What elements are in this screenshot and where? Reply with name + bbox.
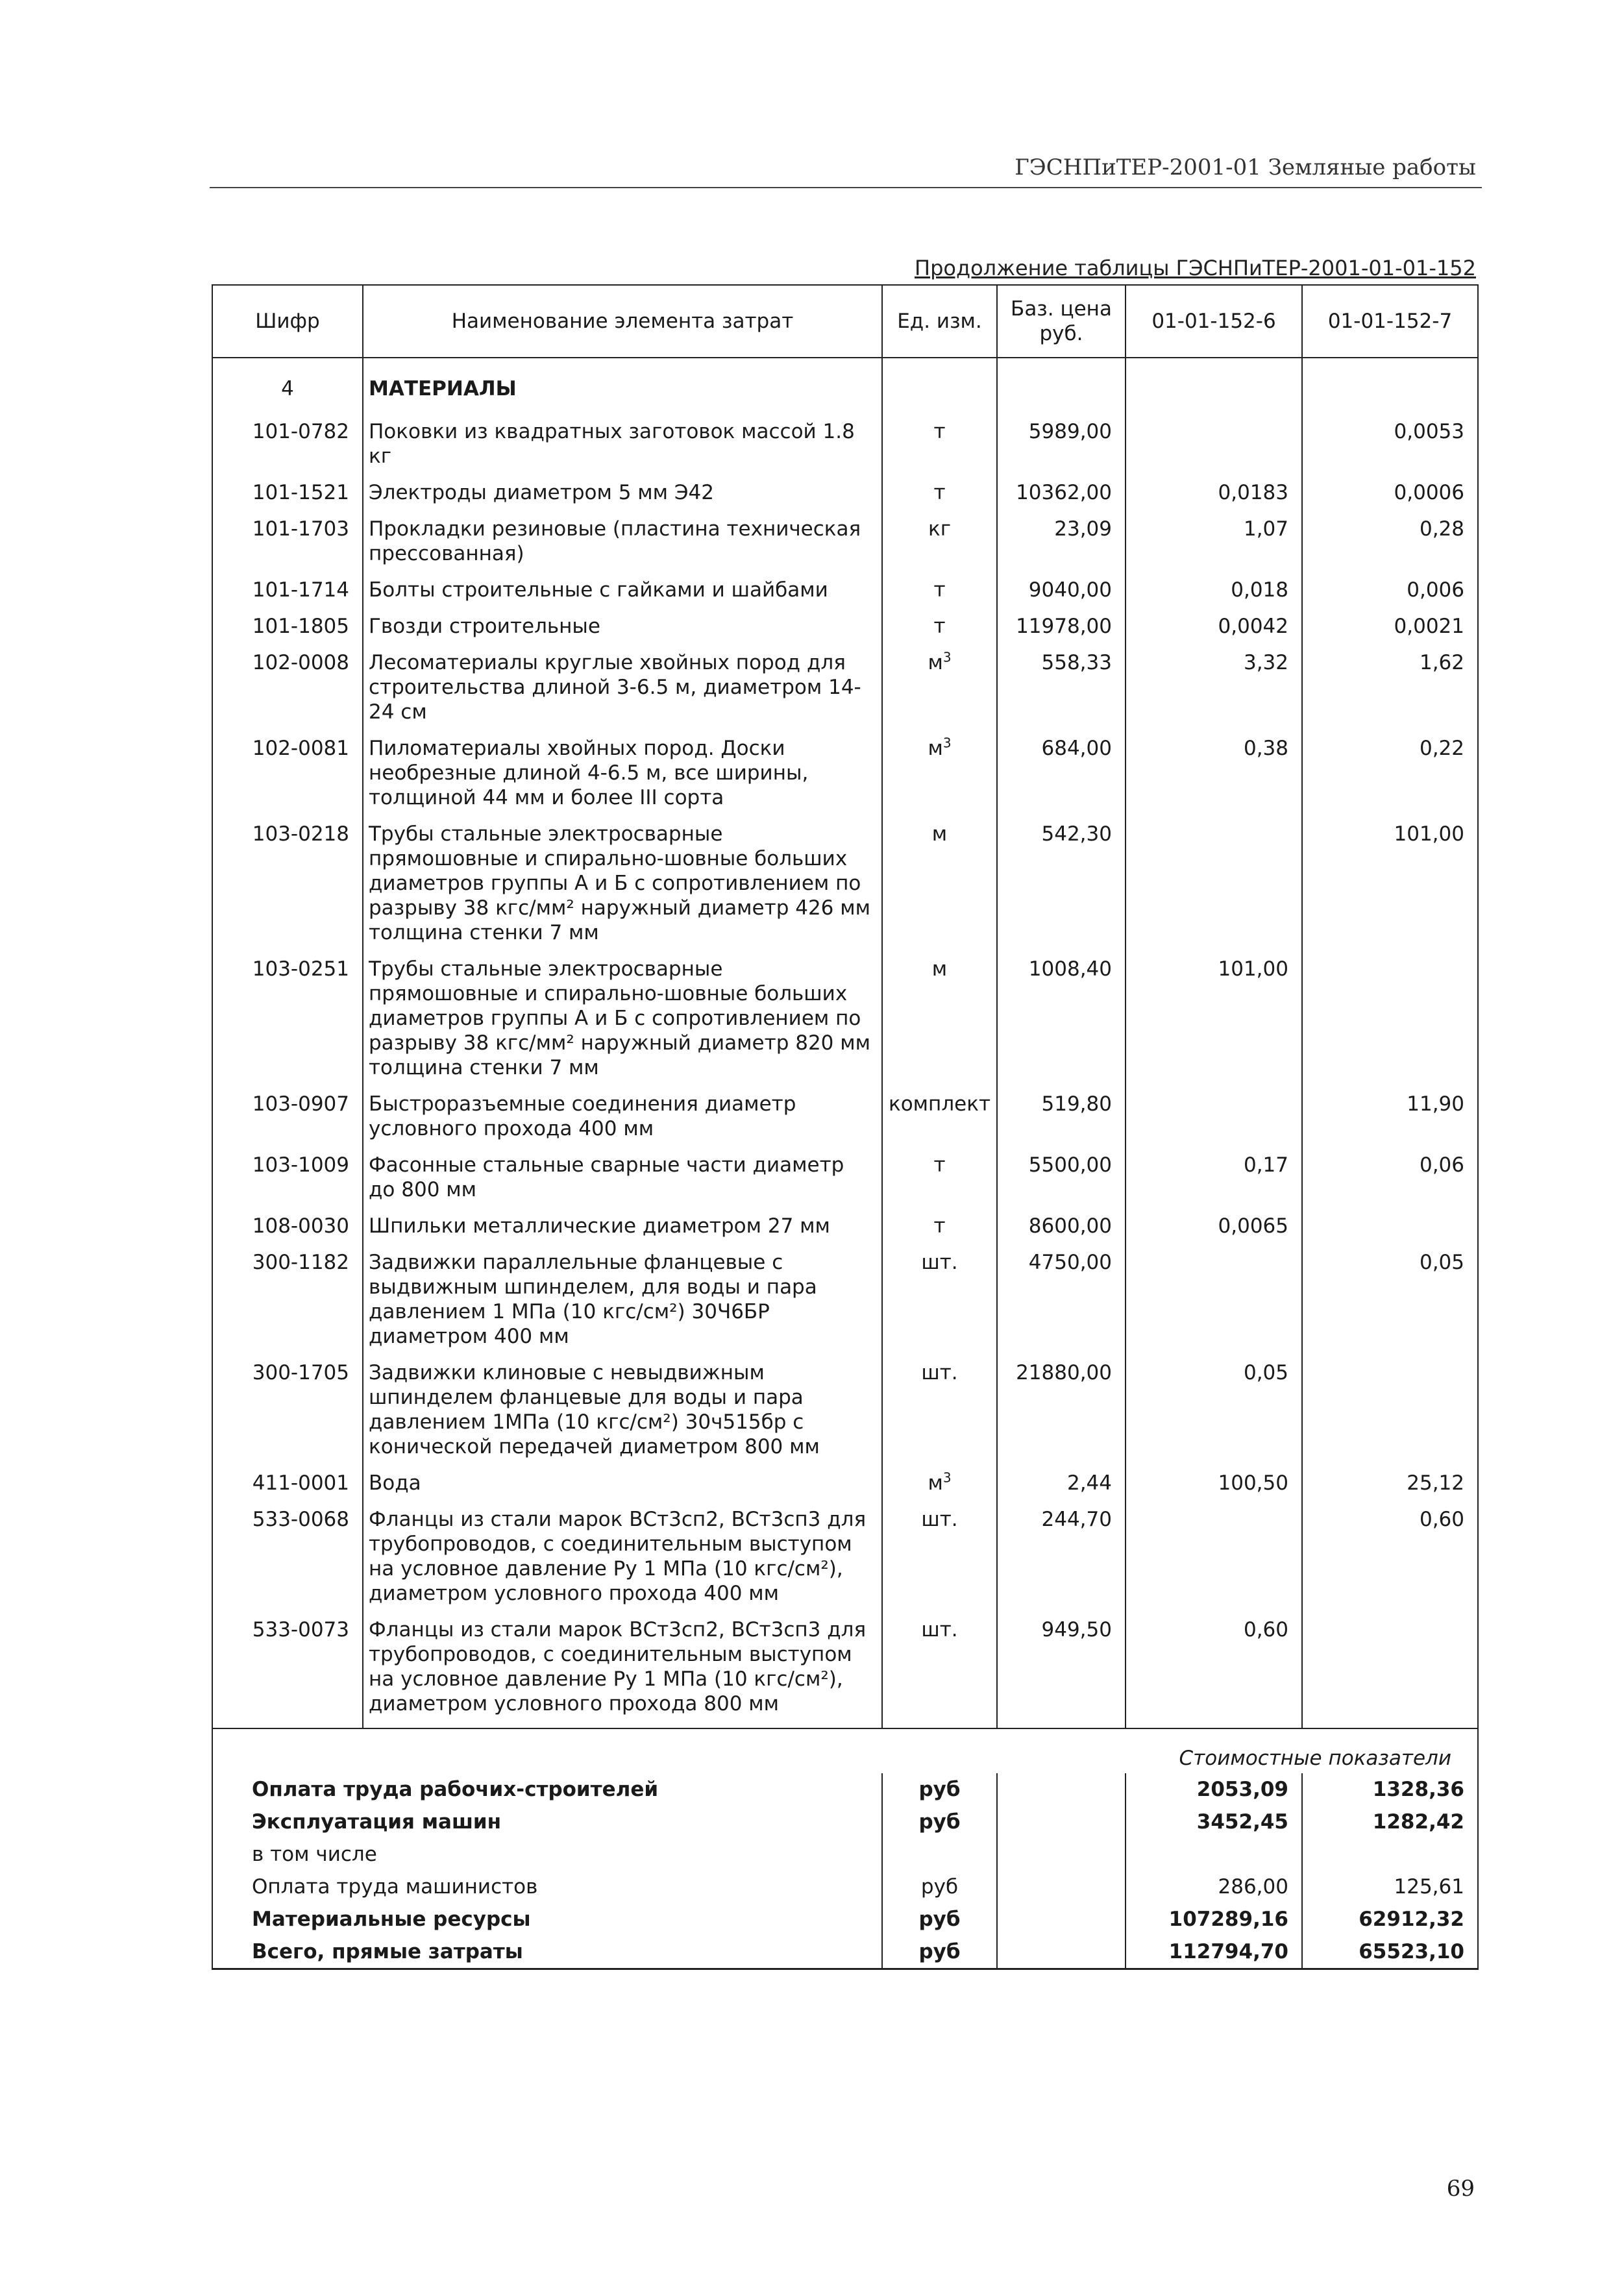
row-price: 5500,00 [997,1145,1126,1206]
row-value-b: 0,006 [1302,570,1478,606]
row-value-a: 0,05 [1126,1353,1302,1463]
row-value-a: 0,0183 [1126,473,1302,509]
table-row [212,1610,1478,1728]
row-value-b: 0,28 [1302,509,1478,570]
row-name: Быстроразъемные соединения диаметр условного прохода 400 мм [363,1084,882,1145]
unit-text: т [933,1214,946,1238]
row-code: 108-0030 [212,1206,363,1242]
row-price: 519,80 [997,1084,1126,1145]
totals-empty-price [997,1936,1126,1969]
row-code: 533-0068 [212,1499,363,1610]
totals-value-b: 1282,42 [1302,1806,1478,1838]
table-row [212,1145,1478,1206]
row-unit [882,570,997,606]
row-value-a: 0,17 [1126,1145,1302,1206]
row-unit [882,1463,997,1499]
row-value-a: 0,0042 [1126,606,1302,643]
row-price: 10362,00 [997,473,1126,509]
row-value-b: 0,22 [1302,728,1478,814]
row-value-b: 1,62 [1302,643,1478,728]
row-value-b: 0,0021 [1302,606,1478,643]
row-name: Фланцы из стали марок ВСт3сп2, ВСт3сп3 для трубопроводов, с соединительным выступом на условное давление Ру 1 МПа (10 кгс/см²), диаметром условного прохода 400 мм [363,1499,882,1610]
row-unit [882,814,997,949]
row-unit [882,1145,997,1206]
unit-text: т [933,1153,946,1177]
row-value-b: 0,60 [1302,1499,1478,1610]
row-value-a [1126,814,1302,949]
row-price: 9040,00 [997,570,1126,606]
row-unit [882,1610,997,1728]
table-row [212,412,1478,473]
totals-value-b: 65523,10 [1302,1936,1478,1969]
totals-value-b [1302,1838,1478,1871]
totals-row [212,1936,1478,1969]
col-header-name: Наименование элемента затрат [363,285,882,358]
totals-empty-price [997,1903,1126,1936]
totals-unit: руб [882,1871,997,1903]
row-name: Трубы стальные электросварные прямошовные и спирально-шовные больших диаметров группы А и Б с сопротивлением по разрыву 38 кгс/мм² наружный диаметр 820 мм толщина стенки 7 мм [363,949,882,1084]
totals-row [212,1903,1478,1936]
row-value-b [1302,1353,1478,1463]
unit-superscript: 3 [942,1469,952,1486]
totals-name: Оплата труда машинистов [212,1871,882,1903]
norms-table [212,284,1479,1970]
row-unit [882,473,997,509]
row-unit [882,606,997,643]
row-value-b [1302,1206,1478,1242]
row-value-a: 0,38 [1126,728,1302,814]
row-code: 102-0081 [212,728,363,814]
col-header-unit: Ед. изм. [882,285,997,358]
row-value-a [1126,412,1302,473]
unit-text: кг [928,517,951,541]
row-value-a: 0,60 [1126,1610,1302,1728]
row-unit [882,949,997,1084]
col-header-variant-a: 01-01-152-6 [1126,285,1302,358]
table-row [212,643,1478,728]
row-value-a [1126,1242,1302,1353]
table-row [212,1242,1478,1353]
totals-unit [882,1838,997,1871]
section-code: 4 [212,358,363,412]
row-value-b [1302,1610,1478,1728]
row-value-b: 11,90 [1302,1084,1478,1145]
totals-row [212,1838,1478,1871]
totals-name: Материальные ресурсы [212,1903,882,1936]
row-code: 101-1703 [212,509,363,570]
totals-unit: руб [882,1903,997,1936]
unit-superscript: 3 [942,735,952,751]
norms-table-container [212,284,1477,1970]
row-code: 103-0218 [212,814,363,949]
totals-row [212,1806,1478,1838]
row-value-a [1126,1499,1302,1610]
totals-value-a: 286,00 [1126,1871,1302,1903]
unit-text: м [928,1471,943,1495]
row-name: Фасонные стальные сварные части диаметр до 800 мм [363,1145,882,1206]
table-header-row [212,285,1478,358]
cost-indicators-title: Стоимостные показатели [212,1728,1478,1773]
table-row [212,949,1478,1084]
row-code: 103-0251 [212,949,363,1084]
running-title: ГЭСНПиТЕР-2001-01 Земляные работы [1015,154,1476,180]
row-name: Фланцы из стали марок ВСт3сп2, ВСт3сп3 для трубопроводов, с соединительным выступом на условное давление Ру 1 МПа (10 кгс/см²), диаметром условного прохода 800 мм [363,1610,882,1728]
totals-row [212,1773,1478,1806]
row-code: 101-0782 [212,412,363,473]
totals-empty-price [997,1838,1126,1871]
cost-indicators-header-row [212,1728,1478,1773]
totals-unit: руб [882,1936,997,1969]
row-value-a: 3,32 [1126,643,1302,728]
unit-text: м [928,737,943,760]
row-unit [882,509,997,570]
row-value-a: 100,50 [1126,1463,1302,1499]
totals-value-a: 2053,09 [1126,1773,1302,1806]
row-code: 103-1009 [212,1145,363,1206]
row-price: 11978,00 [997,606,1126,643]
unit-text: шт. [921,1251,958,1274]
table-row [212,1463,1478,1499]
table-row [212,728,1478,814]
table-row [212,606,1478,643]
row-unit [882,1499,997,1610]
unit-text: шт. [921,1618,958,1641]
row-value-b: 0,05 [1302,1242,1478,1353]
page-number: 69 [1446,2176,1475,2202]
row-name: Трубы стальные электросварные прямошовные и спирально-шовные больших диаметров группы А и Б с сопротивлением по разрыву 38 кгс/мм² наружный диаметр 426 мм толщина стенки 7 мм [363,814,882,949]
totals-name: Всего, прямые затраты [212,1936,882,1969]
table-row [212,814,1478,949]
row-name: Шпильки металлические диаметром 27 мм [363,1206,882,1242]
totals-value-a: 112794,70 [1126,1936,1302,1969]
row-price: 4750,00 [997,1242,1126,1353]
row-code: 101-1521 [212,473,363,509]
row-value-b: 25,12 [1302,1463,1478,1499]
row-value-a: 1,07 [1126,509,1302,570]
table-row [212,509,1478,570]
unit-text: т [933,615,946,638]
row-price: 558,33 [997,643,1126,728]
col-header-price: Баз. цена руб. [997,285,1126,358]
totals-empty-price [997,1806,1126,1838]
row-price: 542,30 [997,814,1126,949]
row-value-a [1126,1084,1302,1145]
row-code: 300-1182 [212,1242,363,1353]
row-price: 2,44 [997,1463,1126,1499]
row-code: 300-1705 [212,1353,363,1463]
row-value-b [1302,949,1478,1084]
unit-text: м [928,651,943,674]
row-name: Болты строительные с гайками и шайбами [363,570,882,606]
row-value-b: 0,0053 [1302,412,1478,473]
row-price: 1008,40 [997,949,1126,1084]
row-unit [882,643,997,728]
totals-value-a: 3452,45 [1126,1806,1302,1838]
row-price: 949,50 [997,1610,1126,1728]
row-value-a: 101,00 [1126,949,1302,1084]
row-price: 5989,00 [997,412,1126,473]
totals-value-a: 107289,16 [1126,1903,1302,1936]
row-code: 533-0073 [212,1610,363,1728]
row-name: Гвозди строительные [363,606,882,643]
row-name: Прокладки резиновые (пластина техническая прессованная) [363,509,882,570]
row-code: 103-0907 [212,1084,363,1145]
totals-name: в том числе [212,1838,882,1871]
totals-row [212,1871,1478,1903]
unit-text: комплект [888,1092,990,1116]
totals-value-b: 1328,36 [1302,1773,1478,1806]
row-unit [882,412,997,473]
row-name: Задвижки клиновые с невыдвижным шпинделем фланцевые для воды и пара давлением 1МПа (10 кгс/см²) 30ч515бр с конической передачей диаметром 800 мм [363,1353,882,1463]
row-name: Задвижки параллельные фланцевые с выдвижным шпинделем, для воды и пара давлением 1 МПа (10 кгс/см²) 30Ч6БР диаметром 400 мм [363,1242,882,1353]
row-value-b: 0,0006 [1302,473,1478,509]
row-unit [882,1206,997,1242]
row-unit [882,728,997,814]
totals-value-b: 125,61 [1302,1871,1478,1903]
unit-text: т [933,481,946,504]
row-value-b: 0,06 [1302,1145,1478,1206]
totals-empty-price [997,1773,1126,1806]
table-row [212,570,1478,606]
unit-text: т [933,420,946,443]
row-name: Лесоматериалы круглые хвойных пород для строительства длиной 3-6.5 м, диаметром 14-24 см [363,643,882,728]
table-row [212,1353,1478,1463]
totals-unit: руб [882,1773,997,1806]
table-row [212,1499,1478,1610]
totals-value-b: 62912,32 [1302,1903,1478,1936]
row-price: 21880,00 [997,1353,1126,1463]
table-row [212,473,1478,509]
row-name: Пиломатериалы хвойных пород. Доски необрезные длиной 4-6.5 м, все ширины, толщиной 44 мм и более III сорта [363,728,882,814]
header-rule [210,187,1482,188]
totals-value-a [1126,1838,1302,1871]
unit-text: шт. [921,1508,958,1531]
table-caption: Продолжение таблицы ГЭСНПиТЕР-2001-01-01-152 [915,256,1476,280]
row-value-a: 0,0065 [1126,1206,1302,1242]
totals-name: Оплата труда рабочих-строителей [212,1773,882,1806]
row-price: 684,00 [997,728,1126,814]
row-value-a: 0,018 [1126,570,1302,606]
row-price: 23,09 [997,509,1126,570]
unit-text: м [931,957,948,981]
row-code: 411-0001 [212,1463,363,1499]
row-name: Электроды диаметром 5 мм Э42 [363,473,882,509]
unit-text: шт. [921,1361,958,1384]
totals-name: Эксплуатация машин [212,1806,882,1838]
row-unit [882,1242,997,1353]
unit-text: т [933,578,946,602]
totals-unit: руб [882,1806,997,1838]
section-row [212,358,1478,412]
row-price: 8600,00 [997,1206,1126,1242]
row-name: Поковки из квадратных заготовок массой 1.8 кг [363,412,882,473]
section-title: МАТЕРИАЛЫ [363,358,882,412]
row-price: 244,70 [997,1499,1126,1610]
table-row [212,1084,1478,1145]
row-unit [882,1353,997,1463]
row-code: 101-1714 [212,570,363,606]
row-name: Вода [363,1463,882,1499]
col-header-code: Шифр [212,285,363,358]
unit-text: м [931,822,948,846]
row-value-b: 101,00 [1302,814,1478,949]
col-header-variant-b: 01-01-152-7 [1302,285,1478,358]
row-code: 101-1805 [212,606,363,643]
unit-superscript: 3 [942,649,952,665]
row-code: 102-0008 [212,643,363,728]
totals-empty-price [997,1871,1126,1903]
table-row [212,1206,1478,1242]
row-unit [882,1084,997,1145]
